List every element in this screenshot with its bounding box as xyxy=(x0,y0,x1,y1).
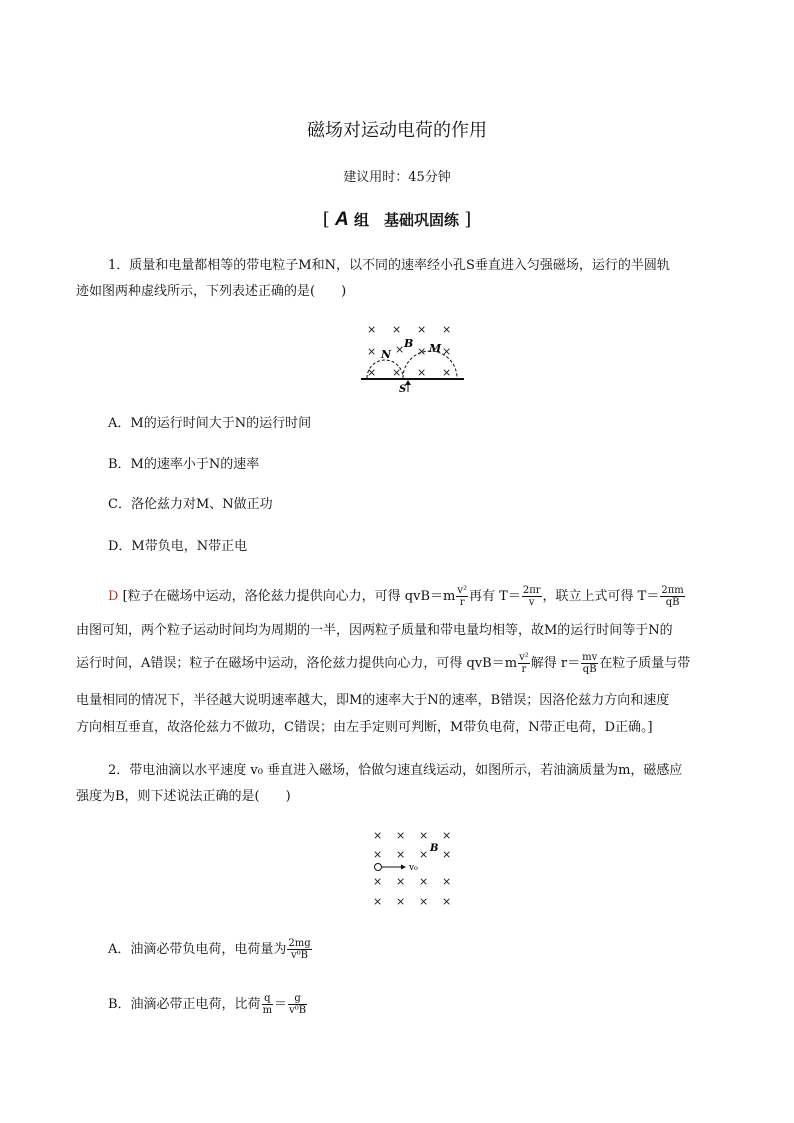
cross: × xyxy=(396,848,406,861)
fraction-denominator: v xyxy=(528,597,535,608)
equals-sign: ＝ xyxy=(274,997,288,1012)
expl-text: ，联立上式可得 T＝ xyxy=(542,589,660,604)
fraction xyxy=(581,652,598,675)
fraction xyxy=(456,585,468,608)
q1-option-c: C．洛伦兹力对M、N做正功 xyxy=(108,497,273,512)
fraction-denominator: v⁰B xyxy=(289,1005,307,1016)
fraction xyxy=(262,993,273,1016)
expl-text: 运行时间，A错误；粒子在磁场中运动，洛伦兹力提供向心力，可得 qvB＝m xyxy=(76,656,518,671)
q1-explanation-line5: 方向相互垂直，故洛伦兹力不做功，C错误；由左手定则可判断，M带负电荷，N带正电荷，D正确。] xyxy=(76,720,653,735)
q2-option-b xyxy=(108,993,308,1016)
q1-explanation-line3 xyxy=(76,652,690,675)
fraction-numerator: v² xyxy=(519,652,529,663)
fraction-numerator: v² xyxy=(457,585,468,596)
option-text: A．油滴必带负电荷，电荷量为 xyxy=(108,942,287,957)
cross: × xyxy=(442,875,452,888)
cross: × xyxy=(442,366,452,379)
fraction-denominator: qB xyxy=(582,664,597,675)
cross: × xyxy=(367,366,377,379)
fraction-numerator: 2mg xyxy=(288,938,311,949)
cross: × xyxy=(417,323,427,336)
q1-stem-line2: 迹如图两种虚线所示，下列表述正确的是( ) xyxy=(76,284,347,299)
expl-text: 解得 r＝ xyxy=(530,656,581,671)
q2-figure xyxy=(365,823,465,911)
group-heading xyxy=(0,209,794,231)
fraction-denominator: r xyxy=(521,664,527,675)
fraction xyxy=(518,652,530,675)
group-bracket-right: ] xyxy=(464,209,472,230)
fraction-numerator: 2πr xyxy=(522,585,541,596)
q2-stem-line1: 2．带电油滴以水平速度 v₀ 垂直进入磁场，恰做匀速直线运动，如图所示，若油滴质量为m，磁感应 xyxy=(108,763,683,778)
q1-option-d: D．M带负电，N带正电 xyxy=(108,539,248,554)
q2-label-B: B xyxy=(430,843,439,854)
cross: × xyxy=(419,829,429,842)
q1-label-M: M xyxy=(429,342,442,355)
cross: × xyxy=(442,323,452,336)
suggested-time: 建议用时：45分钟 xyxy=(343,170,451,185)
q1-option-a: A．M的运行时间大于N的运行时间 xyxy=(108,416,312,431)
expl-text: 在粒子质量与带 xyxy=(599,656,691,671)
cross: × xyxy=(367,323,377,336)
fraction xyxy=(287,938,311,961)
group-bracket-left: [ xyxy=(322,209,330,230)
q1-label-N: N xyxy=(381,348,392,361)
cross: × xyxy=(419,895,429,908)
cross: × xyxy=(442,895,452,908)
fraction-numerator: q xyxy=(262,993,273,1005)
cross: × xyxy=(442,345,452,358)
fraction-denominator: r xyxy=(459,597,465,608)
q2-stem-line2: 强度为B，则下述说法正确的是( ) xyxy=(76,789,291,804)
q1-explanation-line2: 由图可知，两个粒子运动时间均为周期的一半，因两粒子质量和带电量均相等，故M的运行时间等于N的 xyxy=(76,623,673,638)
cross: × xyxy=(395,343,405,356)
cross: × xyxy=(417,345,427,358)
group-letter: A xyxy=(335,209,349,230)
cross: × xyxy=(392,323,402,336)
fraction xyxy=(660,585,684,608)
cross: × xyxy=(392,366,402,379)
cross: × xyxy=(373,848,383,861)
fraction-denominator: qB xyxy=(665,597,680,608)
fraction-numerator: mv xyxy=(582,652,598,663)
fraction-denominator: m xyxy=(262,1005,273,1016)
fraction-numerator: 2πm xyxy=(661,585,684,596)
cross: × xyxy=(442,848,452,861)
q1-explanation-line4: 电量相同的情况下，半径越大说明速率越大，即M的速率大于N的速率，B错误；因洛伦兹力方向和速度 xyxy=(76,693,670,708)
cross: × xyxy=(373,895,383,908)
cross: × xyxy=(367,345,377,358)
q1-figure xyxy=(355,318,470,398)
group-label: 组 基础巩固练 xyxy=(353,211,459,229)
fraction xyxy=(288,993,307,1016)
q1-label-S: S xyxy=(399,384,407,395)
q1-stem-line1: 1．质量和电量都相等的带电粒子M和N，以不同的速率经小孔S垂直进入匀强磁场，运行的半圆轨 xyxy=(108,258,670,273)
q2-oil-drop xyxy=(375,864,382,871)
fraction xyxy=(522,585,542,608)
page-title: 磁场对运动电荷的作用 xyxy=(307,120,487,141)
q2-velocity-arrowhead xyxy=(401,865,406,870)
cross: × xyxy=(396,875,406,888)
fraction-numerator: g xyxy=(288,993,307,1005)
expl-text: [粒子在磁场中运动，洛伦兹力提供向心力，可得 qvB＝m xyxy=(122,589,456,604)
option-text: B．油滴必带正电荷，比荷 xyxy=(108,997,261,1012)
q1-answer-letter: D xyxy=(108,589,119,604)
cross: × xyxy=(396,895,406,908)
q1-label-B: B xyxy=(404,337,414,350)
q1-option-b: B．M的速率小于N的速率 xyxy=(108,457,260,472)
cross: × xyxy=(373,875,383,888)
cross: × xyxy=(417,366,427,379)
cross: × xyxy=(419,848,429,861)
cross: × xyxy=(419,875,429,888)
q2-option-a xyxy=(108,938,313,961)
fraction-denominator: v⁰B xyxy=(291,950,309,961)
cross: × xyxy=(373,829,383,842)
q2-label-v0: v₀ xyxy=(409,863,418,873)
cross: × xyxy=(396,829,406,842)
cross: × xyxy=(442,829,452,842)
q1-explanation-line1 xyxy=(108,585,686,608)
expl-text: 再有 T＝ xyxy=(469,589,521,604)
